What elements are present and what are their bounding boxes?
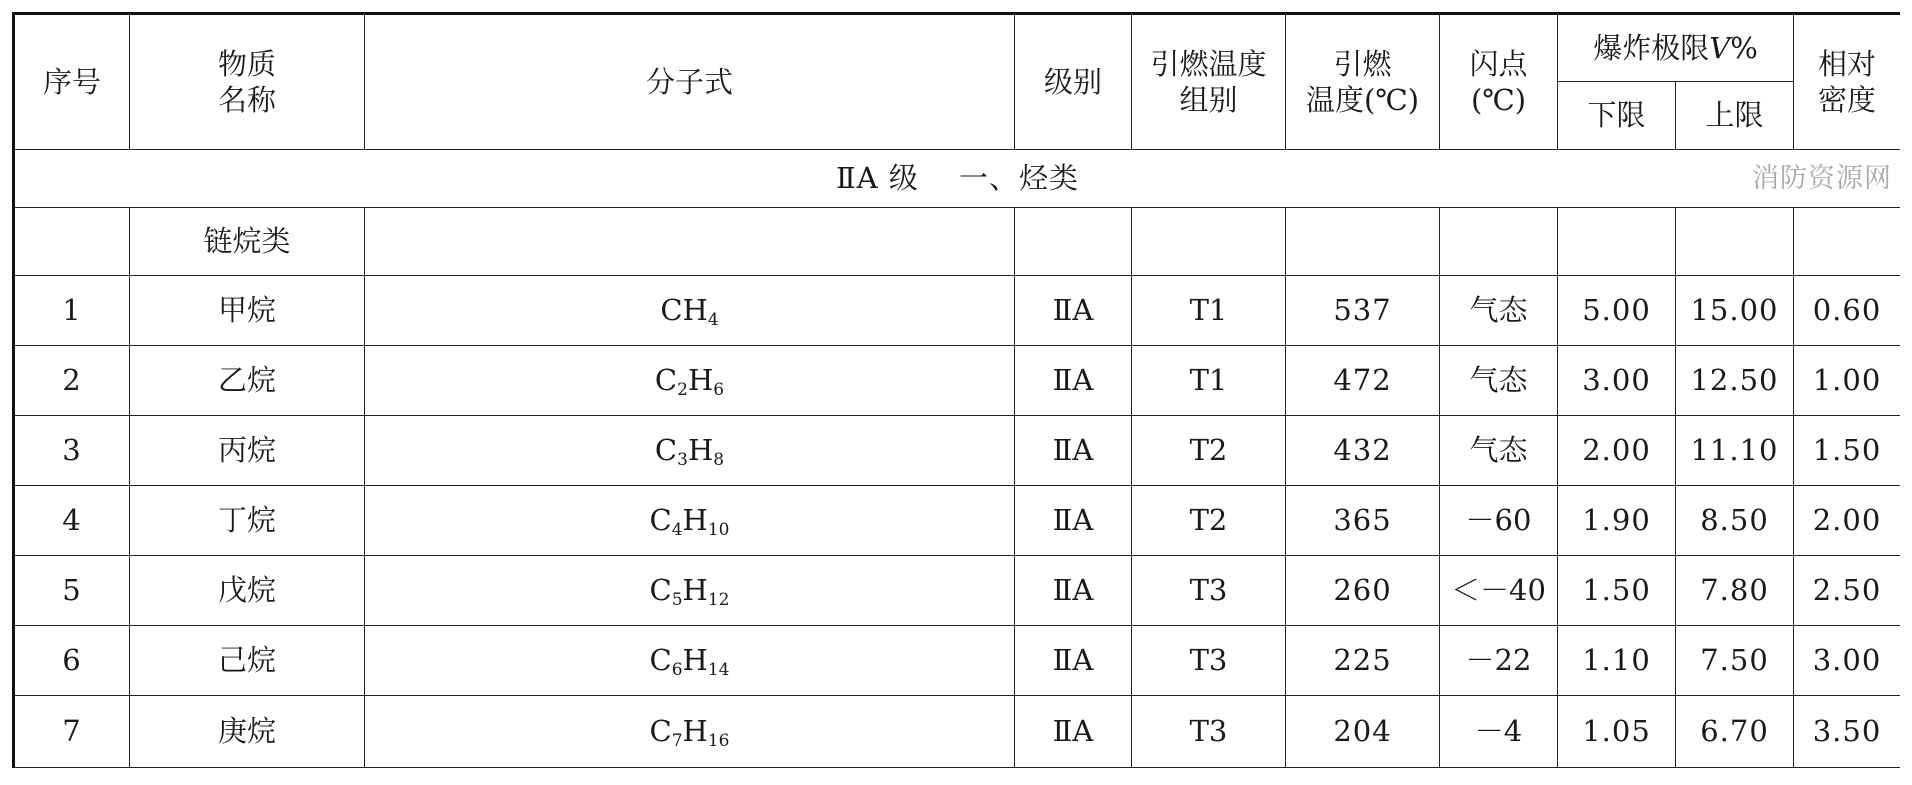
- section-row: [14, 150, 1901, 208]
- empty-cell: [1558, 208, 1676, 276]
- cell-seq: 4: [14, 486, 130, 556]
- formula-part-a: C: [649, 714, 672, 749]
- table-header: [14, 14, 1901, 150]
- cell-formula: [365, 696, 1015, 768]
- cell-seq: 5: [14, 556, 130, 626]
- table-row: [14, 556, 1901, 626]
- table-row: [14, 416, 1901, 486]
- cell-upper-limit: 15.00: [1676, 276, 1794, 346]
- header-explosion-prefix: 爆炸极限: [1593, 30, 1710, 65]
- formula-part-a: C: [649, 643, 672, 678]
- category-name: 链烷类: [130, 208, 365, 276]
- cell-lower-limit: 2.00: [1558, 416, 1676, 486]
- cell-lower-limit: 1.10: [1558, 626, 1676, 696]
- cell-ignition-group: T2: [1132, 416, 1286, 486]
- formula-part-a: CH: [660, 293, 708, 328]
- header-ignition-temp-line1: 引燃: [1333, 46, 1392, 81]
- cell-flash-point: 气态: [1440, 416, 1558, 486]
- formula-sub-a: 2: [677, 380, 688, 401]
- formula-sub-a: 6: [671, 660, 683, 681]
- cell-relative-density: 3.00: [1794, 626, 1901, 696]
- cell-grade: ⅡA: [1015, 626, 1132, 696]
- formula-part-b: H: [682, 503, 708, 538]
- cell-flash-point: 气态: [1440, 276, 1558, 346]
- formula-part-b: H: [682, 714, 708, 749]
- cell-ignition-group: T3: [1132, 626, 1286, 696]
- cell-lower-limit: 1.50: [1558, 556, 1676, 626]
- header-grade: 级别: [1015, 14, 1132, 150]
- empty-cell: [1440, 208, 1558, 276]
- empty-cell: [1286, 208, 1440, 276]
- cell-seq: 7: [14, 696, 130, 768]
- cell-relative-density: 0.60: [1794, 276, 1901, 346]
- header-density-line2: 密度: [1817, 83, 1876, 117]
- cell-flash-point: 气态: [1440, 346, 1558, 416]
- cell-ignition-group: T2: [1132, 486, 1286, 556]
- cell-ignition-group: T3: [1132, 556, 1286, 626]
- cell-substance-name: 戊烷: [130, 556, 365, 626]
- table-row: [14, 276, 1901, 346]
- header-flash-line1: 闪点: [1469, 46, 1528, 81]
- cell-upper-limit: 6.70: [1676, 696, 1794, 768]
- header-name-line2: 名称: [217, 83, 276, 117]
- cell-formula: [365, 276, 1015, 346]
- header-ignition-temp-line2: 温度(℃): [1305, 83, 1420, 117]
- cell-upper-limit: 12.50: [1676, 346, 1794, 416]
- formula-sub-b: 8: [713, 450, 725, 471]
- empty-cell: [365, 208, 1015, 276]
- formula-part-a: C: [649, 503, 672, 538]
- formula-sub-b: 10: [707, 520, 730, 541]
- header-substance-name: [130, 14, 365, 150]
- cell-substance-name: 庚烷: [130, 696, 365, 768]
- empty-cell: [1132, 208, 1286, 276]
- empty-cell: [1794, 208, 1901, 276]
- cell-substance-name: 乙烷: [130, 346, 365, 416]
- cell-upper-limit: 7.50: [1676, 626, 1794, 696]
- cell-ignition-temp: 225: [1286, 626, 1440, 696]
- header-ignition-group: [1132, 14, 1286, 150]
- category-seq-cell: [14, 208, 130, 276]
- header-explosion-var: V: [1709, 30, 1731, 65]
- formula-sub-a: 4: [671, 520, 683, 541]
- header-relative-density: [1794, 14, 1901, 150]
- cell-formula: [365, 416, 1015, 486]
- empty-cell: [1015, 208, 1132, 276]
- header-name-line1: 物质: [217, 46, 276, 81]
- cell-flash-point: －60: [1440, 486, 1558, 556]
- formula-part-b: H: [682, 643, 708, 678]
- cell-relative-density: 1.00: [1794, 346, 1901, 416]
- table-row: [14, 346, 1901, 416]
- cell-grade: ⅡA: [1015, 346, 1132, 416]
- cell-relative-density: 1.50: [1794, 416, 1901, 486]
- formula-part-b: H: [682, 573, 708, 608]
- data-rows: [14, 276, 1901, 768]
- formula-part-b: H: [687, 363, 714, 398]
- section-title: ⅡA 级 一、烃类: [835, 161, 1080, 196]
- cell-ignition-temp: 204: [1286, 696, 1440, 768]
- cell-relative-density: 2.00: [1794, 486, 1901, 556]
- cell-flash-point: －22: [1440, 626, 1558, 696]
- table-body: [14, 150, 1901, 276]
- cell-grade: ⅡA: [1015, 486, 1132, 556]
- cell-seq: 3: [14, 416, 130, 486]
- cell-relative-density: 2.50: [1794, 556, 1901, 626]
- table-row: [14, 486, 1901, 556]
- category-row: [14, 208, 1901, 276]
- formula-sub-a: 4: [707, 310, 719, 331]
- cell-lower-limit: 5.00: [1558, 276, 1676, 346]
- table-container: [12, 12, 1900, 785]
- header-explosion-limit: [1558, 14, 1794, 82]
- header-ignition-group-line2: 组别: [1179, 83, 1238, 117]
- cell-ignition-temp: 537: [1286, 276, 1440, 346]
- formula-part-a: C: [649, 573, 672, 608]
- cell-ignition-temp: 365: [1286, 486, 1440, 556]
- formula-sub-a: 3: [677, 450, 688, 471]
- empty-cell: [1676, 208, 1794, 276]
- cell-ignition-group: T1: [1132, 346, 1286, 416]
- formula-part-a: C: [654, 433, 678, 468]
- header-explosion-suffix: %: [1730, 30, 1758, 65]
- cell-seq: 6: [14, 626, 130, 696]
- cell-grade: ⅡA: [1015, 416, 1132, 486]
- cell-formula: [365, 346, 1015, 416]
- cell-seq: 1: [14, 276, 130, 346]
- formula-sub-a: 5: [671, 590, 683, 611]
- cell-upper-limit: 11.10: [1676, 416, 1794, 486]
- cell-substance-name: 甲烷: [130, 276, 365, 346]
- formula-sub-b: 14: [707, 660, 730, 681]
- cell-ignition-group: T1: [1132, 276, 1286, 346]
- header-upper-limit: 上限: [1676, 82, 1794, 150]
- cell-lower-limit: 1.05: [1558, 696, 1676, 768]
- header-flash-point: [1440, 14, 1558, 150]
- formula-sub-b: 6: [713, 380, 725, 401]
- cell-flash-point: ＜－40: [1440, 556, 1558, 626]
- cell-formula: [365, 486, 1015, 556]
- cell-substance-name: 丙烷: [130, 416, 365, 486]
- cell-formula: [365, 556, 1015, 626]
- header-lower-limit: 下限: [1558, 82, 1676, 150]
- hazardous-substance-table: [12, 12, 1900, 768]
- table-row: [14, 626, 1901, 696]
- cell-grade: ⅡA: [1015, 696, 1132, 768]
- table-row: [14, 696, 1901, 768]
- header-flash-line2: (℃): [1470, 83, 1527, 117]
- cell-substance-name: 丁烷: [130, 486, 365, 556]
- header-formula: 分子式: [365, 14, 1015, 150]
- header-ignition-group-line1: 引燃温度: [1150, 46, 1267, 81]
- header-seq: 序号: [14, 14, 130, 150]
- header-density-line1: 相对: [1817, 46, 1876, 81]
- formula-part-b: H: [687, 433, 714, 468]
- cell-flash-point: －4: [1440, 696, 1558, 768]
- formula-sub-b: 16: [707, 731, 730, 752]
- cell-upper-limit: 8.50: [1676, 486, 1794, 556]
- cell-lower-limit: 3.00: [1558, 346, 1676, 416]
- formula-sub-a: 7: [671, 731, 683, 752]
- header-ignition-temp: [1286, 14, 1440, 150]
- cell-seq: 2: [14, 346, 130, 416]
- cell-grade: ⅡA: [1015, 556, 1132, 626]
- cell-relative-density: 3.50: [1794, 696, 1901, 768]
- cell-ignition-group: T3: [1132, 696, 1286, 768]
- formula-sub-b: 12: [707, 590, 730, 611]
- watermark: 消防资源网: [1752, 162, 1892, 194]
- formula-part-a: C: [654, 363, 678, 398]
- cell-grade: ⅡA: [1015, 276, 1132, 346]
- cell-lower-limit: 1.90: [1558, 486, 1676, 556]
- cell-ignition-temp: 260: [1286, 556, 1440, 626]
- cell-substance-name: 己烷: [130, 626, 365, 696]
- cell-ignition-temp: 432: [1286, 416, 1440, 486]
- cell-formula: [365, 626, 1015, 696]
- cell-ignition-temp: 472: [1286, 346, 1440, 416]
- cell-upper-limit: 7.80: [1676, 556, 1794, 626]
